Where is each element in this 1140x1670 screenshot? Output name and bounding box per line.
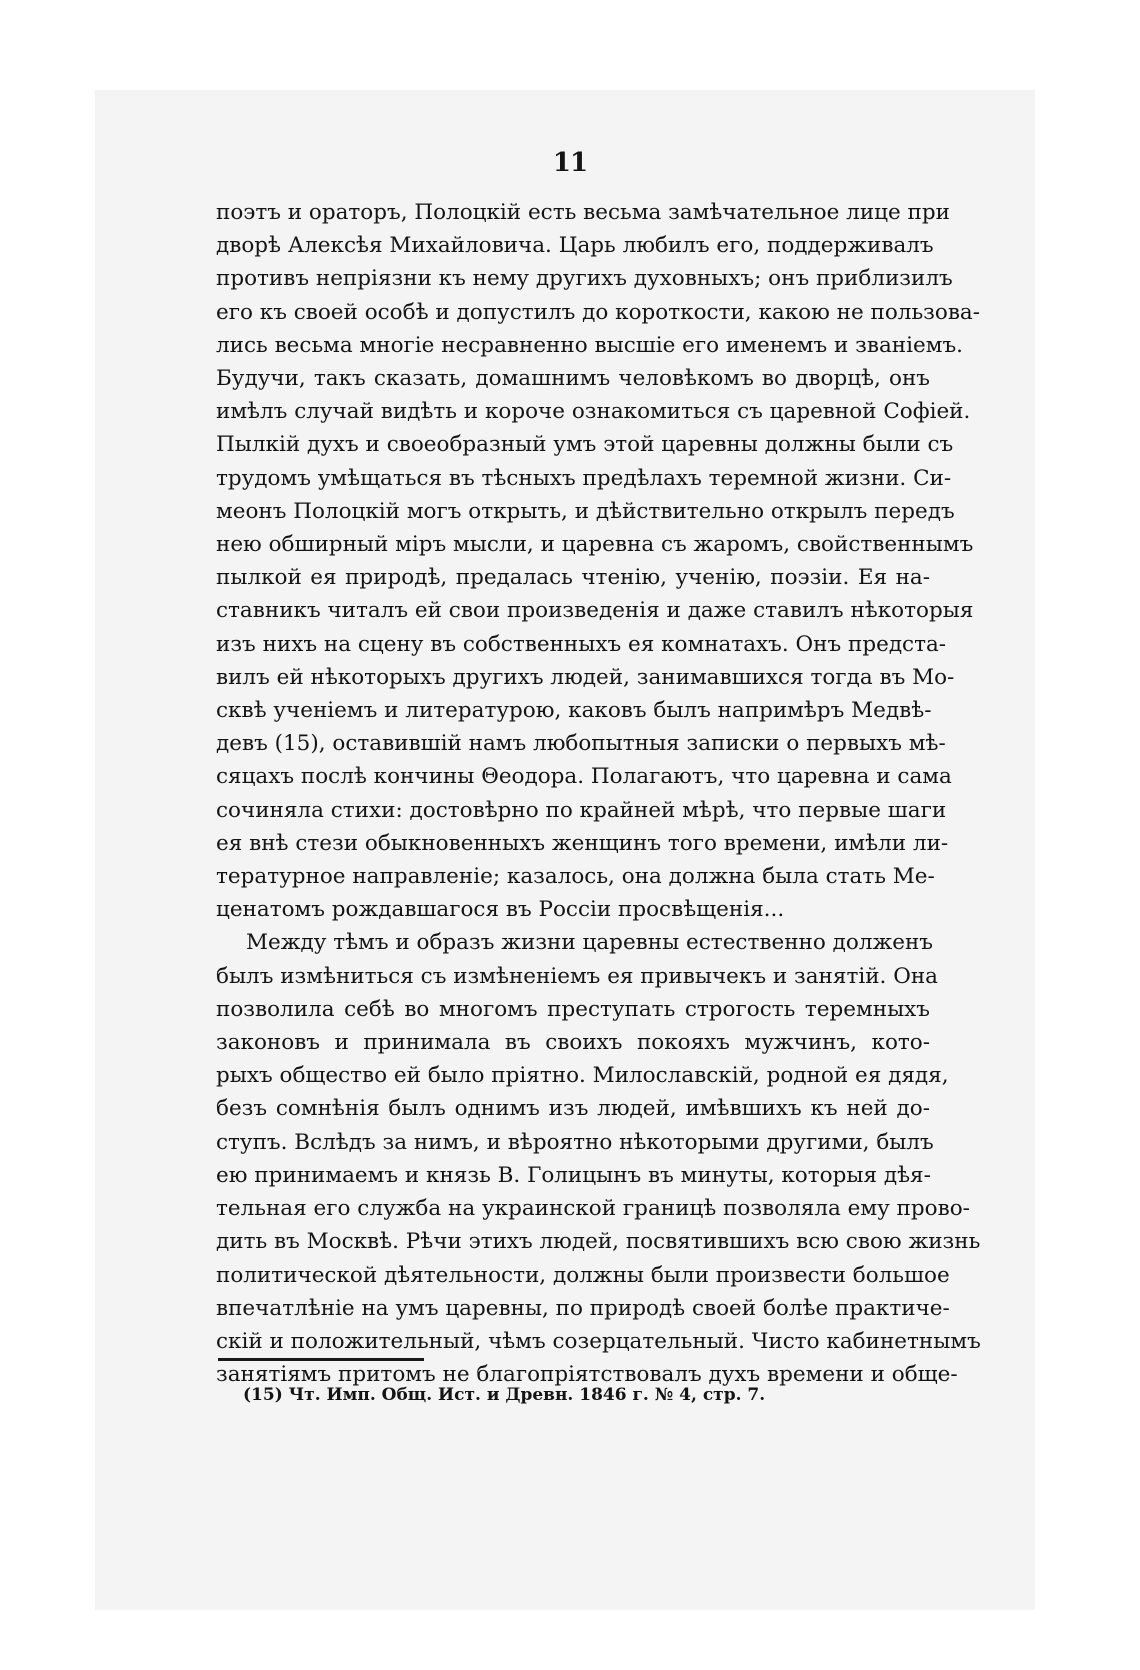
text-line: безъ сомнѣнія былъ однимъ изъ людей, имѣвшихъ къ ней до-: [216, 1096, 930, 1122]
text-line: дворѣ Алексѣя Михайловича. Царь любилъ его, поддерживалъ: [216, 233, 934, 259]
text-line: впечатлѣніе на умъ царевны, по природѣ своей болѣе практиче-: [216, 1295, 950, 1321]
footnote-divider: [218, 1358, 424, 1361]
text-line: сквѣ ученіемъ и литературою, каковъ былъ напримѣръ Медвѣ-: [216, 698, 932, 724]
text-line: меонъ Полоцкій могъ открыть, и дѣйствительно открылъ передъ: [216, 498, 955, 524]
paragraph-start-line: Между тѣмъ и образъ жизни царевны естественно долженъ: [246, 930, 933, 956]
text-line: тературное направленіе; казалось, она должна была стать Ме-: [216, 864, 935, 890]
paragraph-end-line: ценатомъ рождавшагося въ Россіи просвѣщенія...: [216, 897, 785, 923]
text-line: занятіямъ притомъ не благопріятствовалъ духъ времени и обще-: [216, 1362, 958, 1388]
text-line: пылкой ея природѣ, предалась чтенію, ученію, поэзіи. Ея на-: [216, 565, 930, 591]
text-line: сяцахъ послѣ кончины Θеодора. Полагаютъ, что царевна и сама: [216, 764, 952, 790]
text-line: Будучи, такъ сказать, домашнимъ человѣкомъ во дворцѣ, онъ: [216, 366, 930, 392]
text-line: дить въ Москвѣ. Рѣчи этихъ людей, посвятившихъ всю свою жизнь: [216, 1229, 981, 1255]
text-line: рыхъ общество ей было пріятно. Милославскій, родной ея дядя,: [216, 1063, 949, 1089]
text-line: поэтъ и ораторъ, Полоцкій есть весьма замѣчательное лице при: [216, 200, 950, 225]
text-line: изъ нихъ на сцену въ собственныхъ ея комнатахъ. Онъ предста-: [216, 631, 947, 657]
text-line: скій и положительный, чѣмъ созерцательный. Чисто кабинетнымъ: [216, 1328, 981, 1354]
text-line: былъ измѣниться съ измѣненіемъ ея привычекъ и занятій. Она: [216, 963, 938, 989]
footnote: (15) Чт. Имп. Общ. Ист. и Древн. 1846 г. № 4, стр. 7.: [243, 1385, 766, 1405]
text-line: тельная его служба на украинской границѣ позволяла ему прово-: [216, 1196, 970, 1222]
text-line: Пылкій духъ и своеобразный умъ этой царевны должны были съ: [216, 432, 954, 458]
text-line: трудомъ умѣщаться въ тѣсныхъ предѣлахъ теремной жизни. Си-: [216, 465, 952, 491]
text-line: противъ непріязни къ нему другихъ духовныхъ; онъ приблизилъ: [216, 266, 953, 292]
text-line: лись весьма многіе несравненно высшіе его именемъ и званіемъ.: [216, 332, 963, 358]
page-number: 11: [552, 148, 588, 178]
text-line: имѣлъ случай видѣть и короче ознакомиться съ царевной Софіей.: [216, 399, 971, 425]
text-line: девъ (15), оставившій намъ любопытныя записки о первыхъ мѣ-: [216, 731, 946, 757]
text-line: ею принимаемъ и князь В. Голицынъ въ минуты, которыя дѣя-: [216, 1162, 931, 1188]
text-line: ступъ. Вслѣдъ за нимъ, и вѣроятно нѣкоторыми другими, былъ: [216, 1129, 934, 1155]
body-text: [216, 196, 981, 1391]
text-line: вилъ ей нѣкоторыхъ другихъ людей, занимавшихся тогда въ Мо-: [216, 664, 955, 690]
text-line: ея внѣ стези обыкновенныхъ женщинъ того времени, имѣли ли-: [216, 830, 949, 856]
text-line: ставникъ читалъ ей свои произведенія и даже ставилъ нѣкоторыя: [216, 598, 974, 624]
text-line: политической дѣятельности, должны были произвести большое: [216, 1262, 950, 1288]
text-line: его къ своей особѣ и допустилъ до короткости, какою не пользова-: [216, 299, 981, 325]
text-line: нею обширный міръ мысли, и царевна съ жаромъ, свойственнымъ: [216, 532, 974, 558]
text-line: законовъ и принимала въ своихъ покояхъ мужчинъ, кото-: [216, 1030, 930, 1056]
text-line: позволила себѣ во многомъ преступать строгость теремныхъ: [216, 996, 930, 1022]
text-line: сочиняла стихи: достовѣрно по крайней мѣрѣ, что первые шаги: [216, 797, 947, 823]
